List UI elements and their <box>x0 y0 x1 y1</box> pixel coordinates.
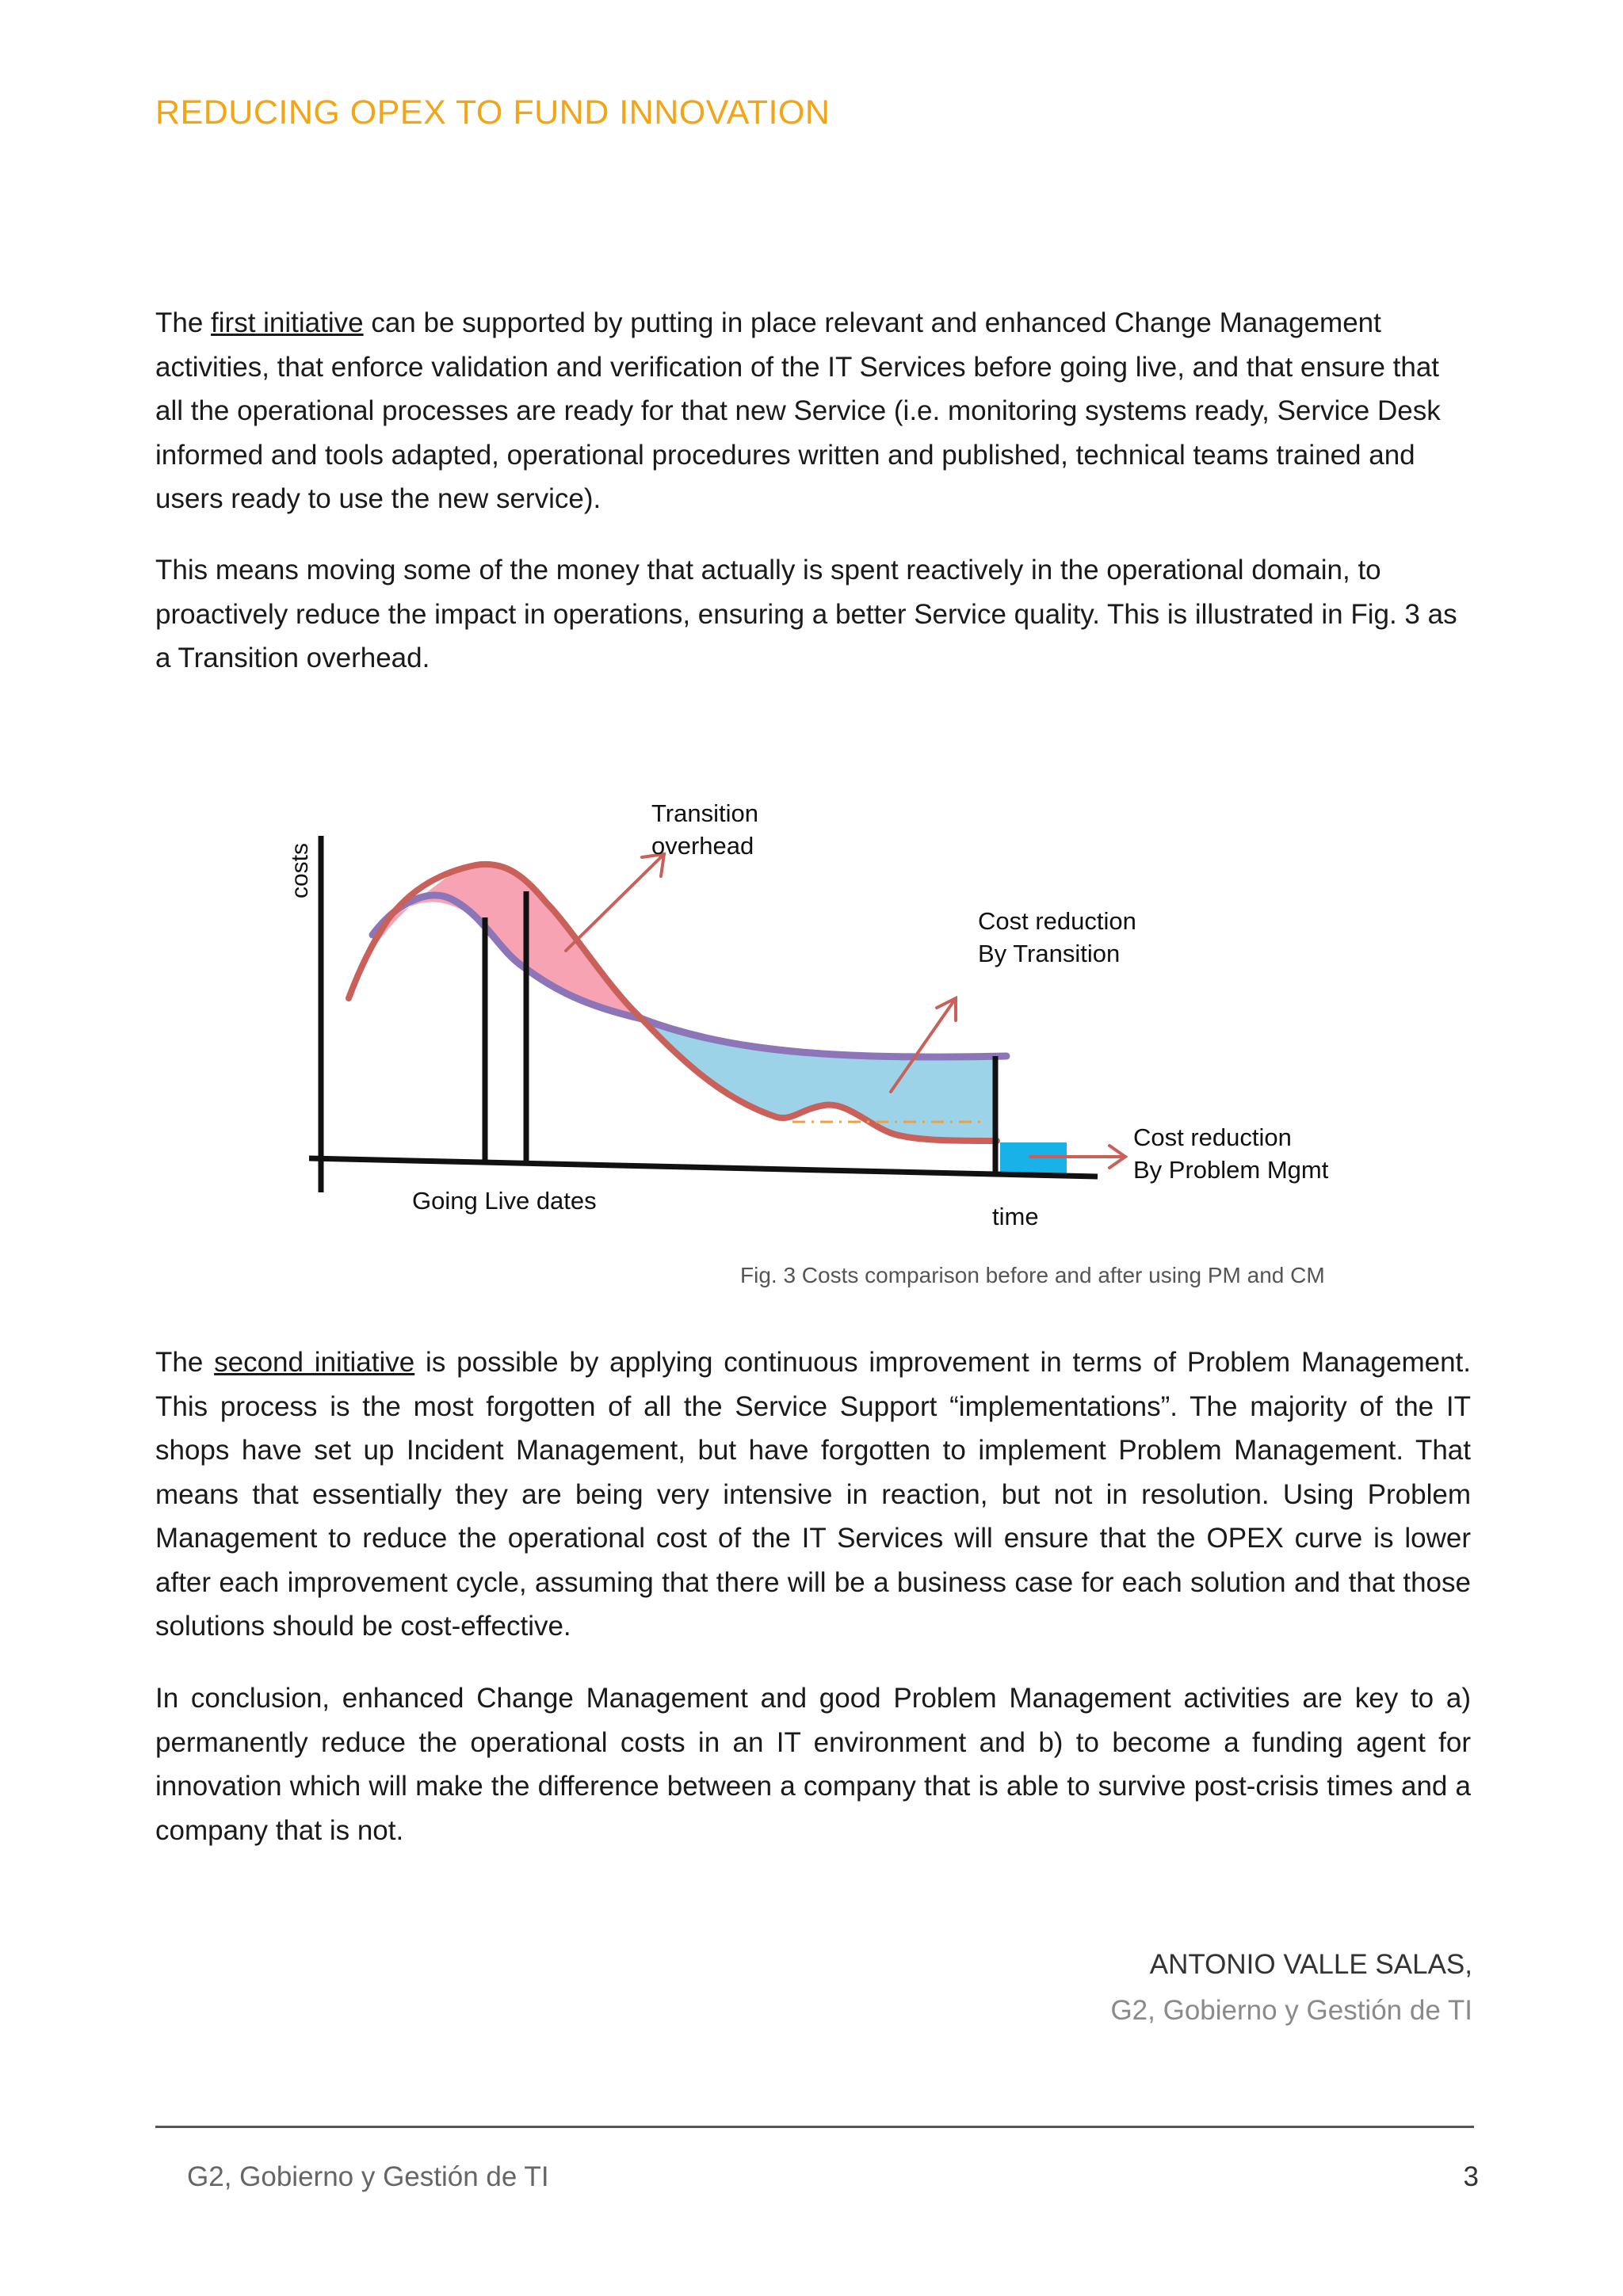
paragraph-text: The <box>155 307 212 338</box>
paragraph-text: is possible by applying continuous improvement in terms of Problem Management. This process is the most forgotten of all the Service Support “implementations”. The majority of the IT shops have set up Incident Management, but have forgotten to implement Problem Management. That means that essentially they are being very intensive in reaction, but not in resolution. Using Problem Management to reduce the operational cost of the IT Services will ensure that the OPEX curve is lower after each improvement cycle, assuming that there will be a business case for each solution and that those solutions should be cost-effective. <box>155 1347 1471 1642</box>
y-axis-label: costs <box>287 842 313 898</box>
first-initiative-term: first initiative <box>211 307 364 338</box>
x-axis <box>309 1158 1098 1177</box>
cost-diagram <box>0 776 1623 1299</box>
going-live-dates-label: Going Live dates <box>412 1187 597 1215</box>
page-title: REDUCING OPEX TO FUND INNOVATION <box>155 93 831 132</box>
cost-reduction-transition-label-line2: By Transition <box>978 940 1121 967</box>
paragraph-first-initiative <box>155 301 1471 521</box>
x-axis-label: time <box>992 1203 1039 1230</box>
author-organization: G2, Gobierno y Gestión de TI <box>1110 1995 1472 2026</box>
cost-reduction-pm-label-line1: Cost reduction <box>1133 1123 1292 1151</box>
paragraph-text: The <box>155 1347 215 1378</box>
paragraph-conclusion: In conclusion, enhanced Change Management and good Problem Management activities are key to a) permanently reduce the operational costs in an IT environment and b) to become a funding agent for innovation which will make the difference between a company that is able to survive post-crisis times and a company that is not. <box>155 1683 1471 1846</box>
paragraph-second-initiative <box>155 1341 1471 1649</box>
second-initiative-term: second initiative <box>214 1347 415 1378</box>
paragraph-text: can be supported by putting in place relevant and enhanced Change Management activities, that enforce validation and verification of the IT Services before going live, and that ensure that all the operational processes are ready for that new Service (i.e. monitoring systems ready, Service Desk informed and tools adapted, operational procedures written and published, technical teams trained and users ready to use the new service). <box>155 307 1441 514</box>
page-number: 3 <box>1463 2161 1479 2192</box>
transition-overhead-arrow <box>566 854 664 951</box>
transition-overhead-label-line2: overhead <box>651 832 754 860</box>
transition-overhead-label-line1: Transition <box>651 799 758 827</box>
author-name: ANTONIO VALLE SALAS, <box>1149 1949 1472 1980</box>
paragraph-transition-overhead: This means moving some of the money that actually is spent reactively in the operational domain, to proactively reduce the impact in operations, ensuring a better Service quality. This is illustrated in Fig. 3 as a Transition overhead. <box>155 555 1457 673</box>
purple-cost-curve <box>372 895 1006 1057</box>
footer-divider <box>155 2126 1474 2128</box>
cost-reduction-pm-label-line2: By Problem Mgmt <box>1133 1156 1329 1184</box>
footer-organization: G2, Gobierno y Gestión de TI <box>187 2161 549 2192</box>
cost-reduction-transition-label-line1: Cost reduction <box>978 907 1136 935</box>
figure-caption: Fig. 3 Costs comparison before and after using PM and CM <box>740 1263 1325 1287</box>
cost-comparison-figure <box>0 776 1623 1299</box>
